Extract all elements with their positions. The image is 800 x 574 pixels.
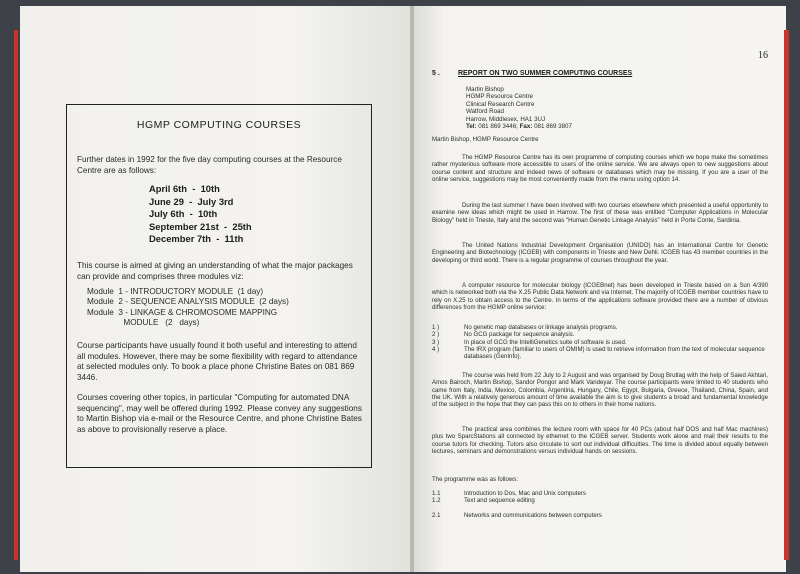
fax-label: Fax: — [519, 123, 533, 131]
participants-text: Course participants have usually found it both useful and interesting to attend all modules. However, there may be some flexibility with regard to attendance at selected modules only. To book a place phone Christine Bates on 081 869 3446. — [77, 341, 358, 382]
course-description: This course is aimed at giving an understanding of what the major packages can provide and comprises three modules viz: — [77, 261, 353, 281]
right-cover-edge — [784, 30, 789, 560]
paragraph-6: The practical area combines the lecture room with space for 40 PCs (about half DOS and half Mac machines) plus two SparcStations all connected by ethernet to the ICGEB server. Students work alone and mail their results to the course tutors for checking. Tutors also circulate to sort out individual difficulties. The time is divided about equally between lectures, seminars and demonstrations versus individual hands on sessions. — [432, 426, 768, 455]
paragraph-1: The HGMP Resource Centre has its own programme of computing courses which we hope make the sometimes rather mysterious software more accessible to users of the online service. We are always open to new suggestions about course content and structure and indeed news of software or databases which may be missing. If you are a user of the online service, suggestions may be most conveniently made from the menu using option 14. — [432, 154, 768, 183]
paragraph-3: The United Nations Industrial Development Organisation (UNIDO) has an International Centre for Genetic Engineering and Biotechnology (ICGEB) with components in Trieste and New Dehli. ICGEB has 43 member countries in the developing or third world. There is a regular programme of courses throughout the year. — [432, 242, 768, 264]
list-item: 1.2 Text and sequence editing — [432, 497, 535, 505]
left-cover-edge — [14, 30, 18, 560]
tel-number: 081 869 3446; — [478, 123, 518, 131]
right-page — [414, 6, 786, 572]
section-number: 5 . — [432, 70, 440, 77]
list-item: 3 ) In place of GCG the IntelliGenetics suite of software is used. — [432, 338, 627, 346]
paragraph-2: During the last summer I have been involved with two courses elsewhere which presented a useful opportunity to examine new ideas which might be used in Harrow. The first of these was entitled "Computer Applications in Molecular Biology" held in Trieste, Italy and the second was "Human Genetic Linkage Analysis" held in Porte Conte, Sardinia. — [432, 202, 768, 224]
intro-text: Further dates in 1992 for the five day computing courses at the Resource Centre are as follows: — [77, 155, 342, 175]
course-dates — [149, 183, 252, 246]
paragraph-5: The course was held from 22 July to 2 August and was organised by Doug Brutlag with the help of Saied Akhtari, Amos Bairoch, Martin Bishop, Sandor Pongor and Mark Vandeyar. The course participants were limited to 40 students who came from Italy, India, Mexico, Colombia, Argentina, Hungary, Chile, Egypt, Bulgaria, Greece, Thailand, China, Spain, and the UK. With a relatively generous amount of time available the aim is to give students a broad and fundamental knowledge of the subject in the hope that they can pass this on to others in their home nations. — [432, 372, 768, 409]
contact-line — [466, 123, 572, 130]
courses-box — [66, 104, 372, 468]
address-line: Clinical Research Centre — [466, 100, 535, 108]
list-item: 4 ) The IRX program (familiar to users of OMIM) is used to retrieve information from the text of molecular sequence databases (GenInfo). — [432, 345, 765, 361]
section-title: REPORT ON TWO SUMMER COMPUTING COURSES — [458, 70, 633, 77]
byline: Martin Bishop, HGMP Resource Centre — [432, 136, 539, 143]
left-page — [20, 6, 412, 572]
tel-label: Tel: — [466, 123, 477, 131]
address-line: Harrow, Middlesex, HA1 3UJ — [466, 115, 546, 123]
list-item: 2 ) No GCG package for sequence analysis. — [432, 331, 575, 339]
module-item: Module 2 - SEQUENCE ANALYSIS MODULE (2 days) — [87, 297, 289, 307]
differences-list — [432, 324, 772, 360]
module-list — [87, 287, 289, 329]
list-item: 1 ) No genetic map databases or linkage analysis programs. — [432, 324, 618, 331]
fax-number: 081 869 3807 — [534, 123, 572, 131]
date-item: December 7th - 11th — [149, 233, 244, 245]
list-item: 2.1 Networks and communications between computers — [432, 512, 602, 519]
module-item: Module 1 - INTRODUCTORY MODULE (1 day) — [87, 287, 264, 296]
module-item: MODULE (2 days) — [87, 318, 200, 328]
section-heading — [432, 70, 632, 77]
address-line: HGMP Resource Centre — [466, 93, 533, 101]
document-spread — [16, 6, 790, 572]
programme-list — [432, 490, 772, 505]
box-title: HGMP COMPUTING COURSES — [136, 119, 302, 131]
page-number: 16 — [758, 50, 768, 61]
paragraph-4: A computer resource for molecular biology (ICGEBnet) has been developed in Trieste based on a Sun 4/390 which is networked both via the X.25 Public Data Network and via Internet. The majority of ICGEB member countries have to rely on X.25 to obtain access to the Centre. In terms of the applications software provided there are a number of obvious differences from the HGMP online service: — [432, 282, 768, 311]
programme-list-2 — [432, 512, 772, 519]
address-line: Watford Road — [466, 108, 504, 116]
programme-intro: The programme was as follows: — [432, 476, 519, 483]
module-item: Module 3 - LINKAGE & CHROMOSOME MAPPING — [87, 307, 278, 317]
author-address — [466, 86, 572, 130]
date-item: July 6th - 10th — [149, 208, 218, 220]
list-item: 1.1 Introduction to Dos, Mac and Unix computers — [432, 490, 586, 497]
date-item: September 21st - 25th — [149, 220, 252, 232]
date-item: June 29 - July 3rd — [149, 195, 234, 207]
date-item: April 6th - 10th — [149, 183, 220, 194]
other-topics-text: Courses covering other topics, in particular "Computing for automated DNA sequencing", may well be offered during 1992. Please convey any suggestions to Martin Bishop via e-mail or the Resource Centre, and phone Christine Bates as above to provisionally reserve a place. — [77, 393, 362, 434]
address-line: Martin Bishop — [466, 86, 504, 93]
